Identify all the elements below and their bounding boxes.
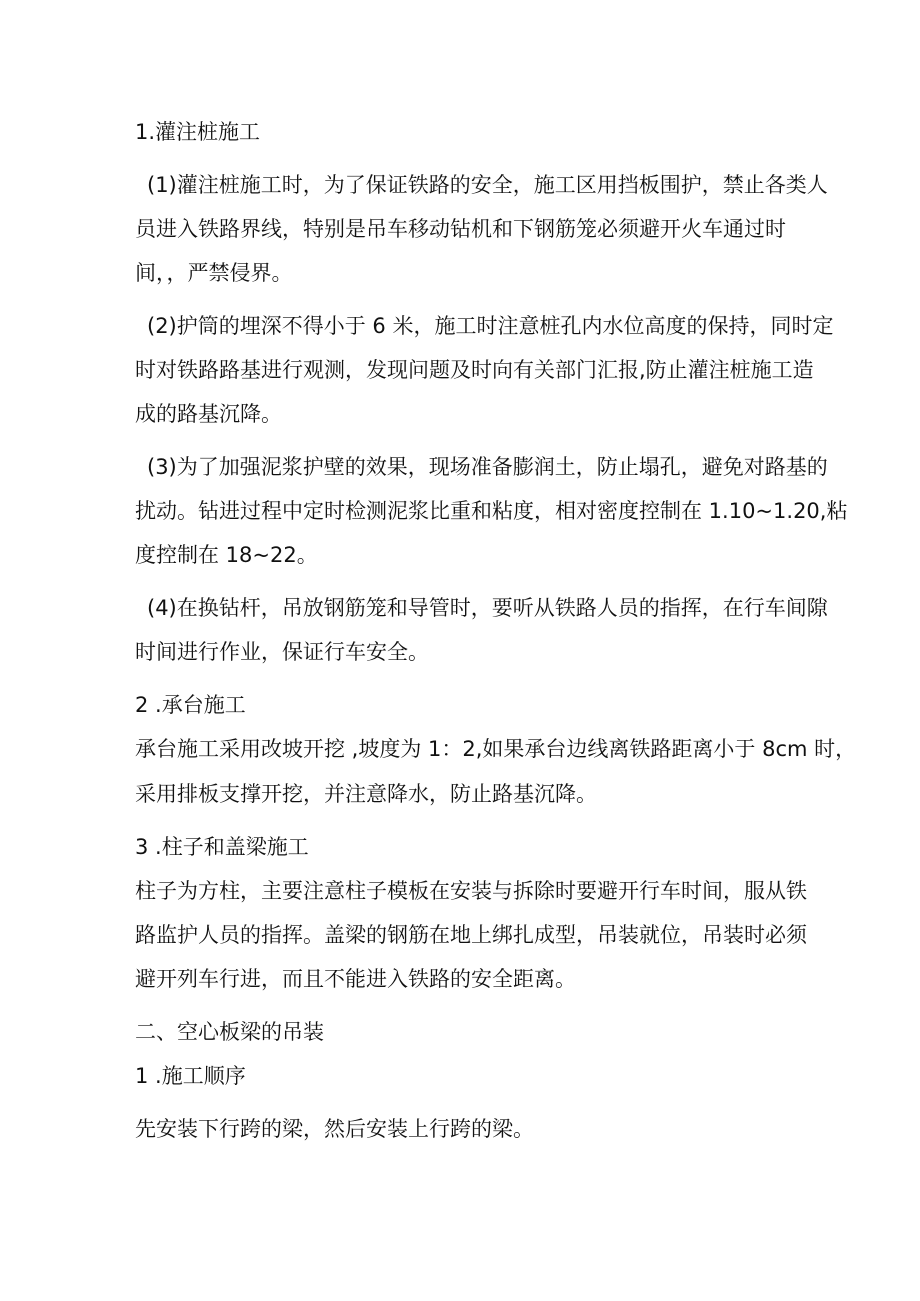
paragraph-line: (3)为了加强泥浆护壁的效果，现场准备膨润土，防止塌孔，避免对路基的 — [147, 455, 828, 479]
paragraph-line: 时间进行作业，保证行车安全。 — [135, 640, 429, 664]
paragraph-line: 避开列车行进，而且不能进入铁路的安全距离。 — [135, 967, 576, 991]
paragraph-line: 成的路基沉降。 — [135, 402, 282, 426]
paragraph-line: (4)在换钻杆，吊放钢筋笼和导管时，要听从铁路人员的指挥，在行车间隙 — [147, 596, 828, 620]
paragraph-line: 间，，严禁侵界。 — [135, 261, 293, 285]
paragraph-line: 柱子为方柱，主要注意柱子模板在安装与拆除时要避开行车时间，服从铁 — [135, 879, 807, 903]
heading-1-bored-pile: 1.灌注桩施工 — [135, 120, 261, 144]
paragraph-line: 路监护人员的指挥。盖梁的钢筋在地上绑扎成型，吊装就位，吊装时必须 — [135, 923, 807, 947]
section-heading-hollow-slab-lifting: 二、空心板梁的吊装 — [135, 1020, 324, 1044]
paragraph-line: (1)灌注桩施工时，为了保证铁路的安全，施工区用挡板围护，禁止各类人 — [147, 173, 828, 197]
heading-3-column-cap-beam: 3 .柱子和盖梁施工 — [135, 835, 309, 859]
paragraph-line: 采用排板支撑开挖，并注意降水，防止路基沉降。 — [135, 782, 597, 806]
paragraph-line: 度控制在 18~22。 — [135, 543, 318, 567]
paragraph-line: 先安装下行跨的梁，然后安装上行跨的梁。 — [135, 1117, 534, 1141]
heading-construction-sequence: 1 .施工顺序 — [135, 1064, 246, 1088]
paragraph-line: 扰动。钻进过程中定时检测泥浆比重和粘度，相对密度控制在 1.10~1.20,粘 — [135, 499, 848, 523]
heading-2-pile-cap: 2 .承台施工 — [135, 693, 246, 717]
paragraph-line: (2)护筒的埋深不得小于 6 米，施工时注意桩孔内水位高度的保持，同时定 — [147, 314, 834, 338]
paragraph-line: 员进入铁路界线，特别是吊车移动钻机和下钢筋笼必须避开火车通过时 — [135, 217, 786, 241]
paragraph-line: 承台施工采用改坡开挖 ,坡度为 1：2,如果承台边线离铁路距离小于 8cm 时， — [135, 737, 857, 761]
paragraph-line: 时对铁路路基进行观测，发现问题及时向有关部门汇报,防止灌注桩施工造 — [135, 358, 814, 382]
